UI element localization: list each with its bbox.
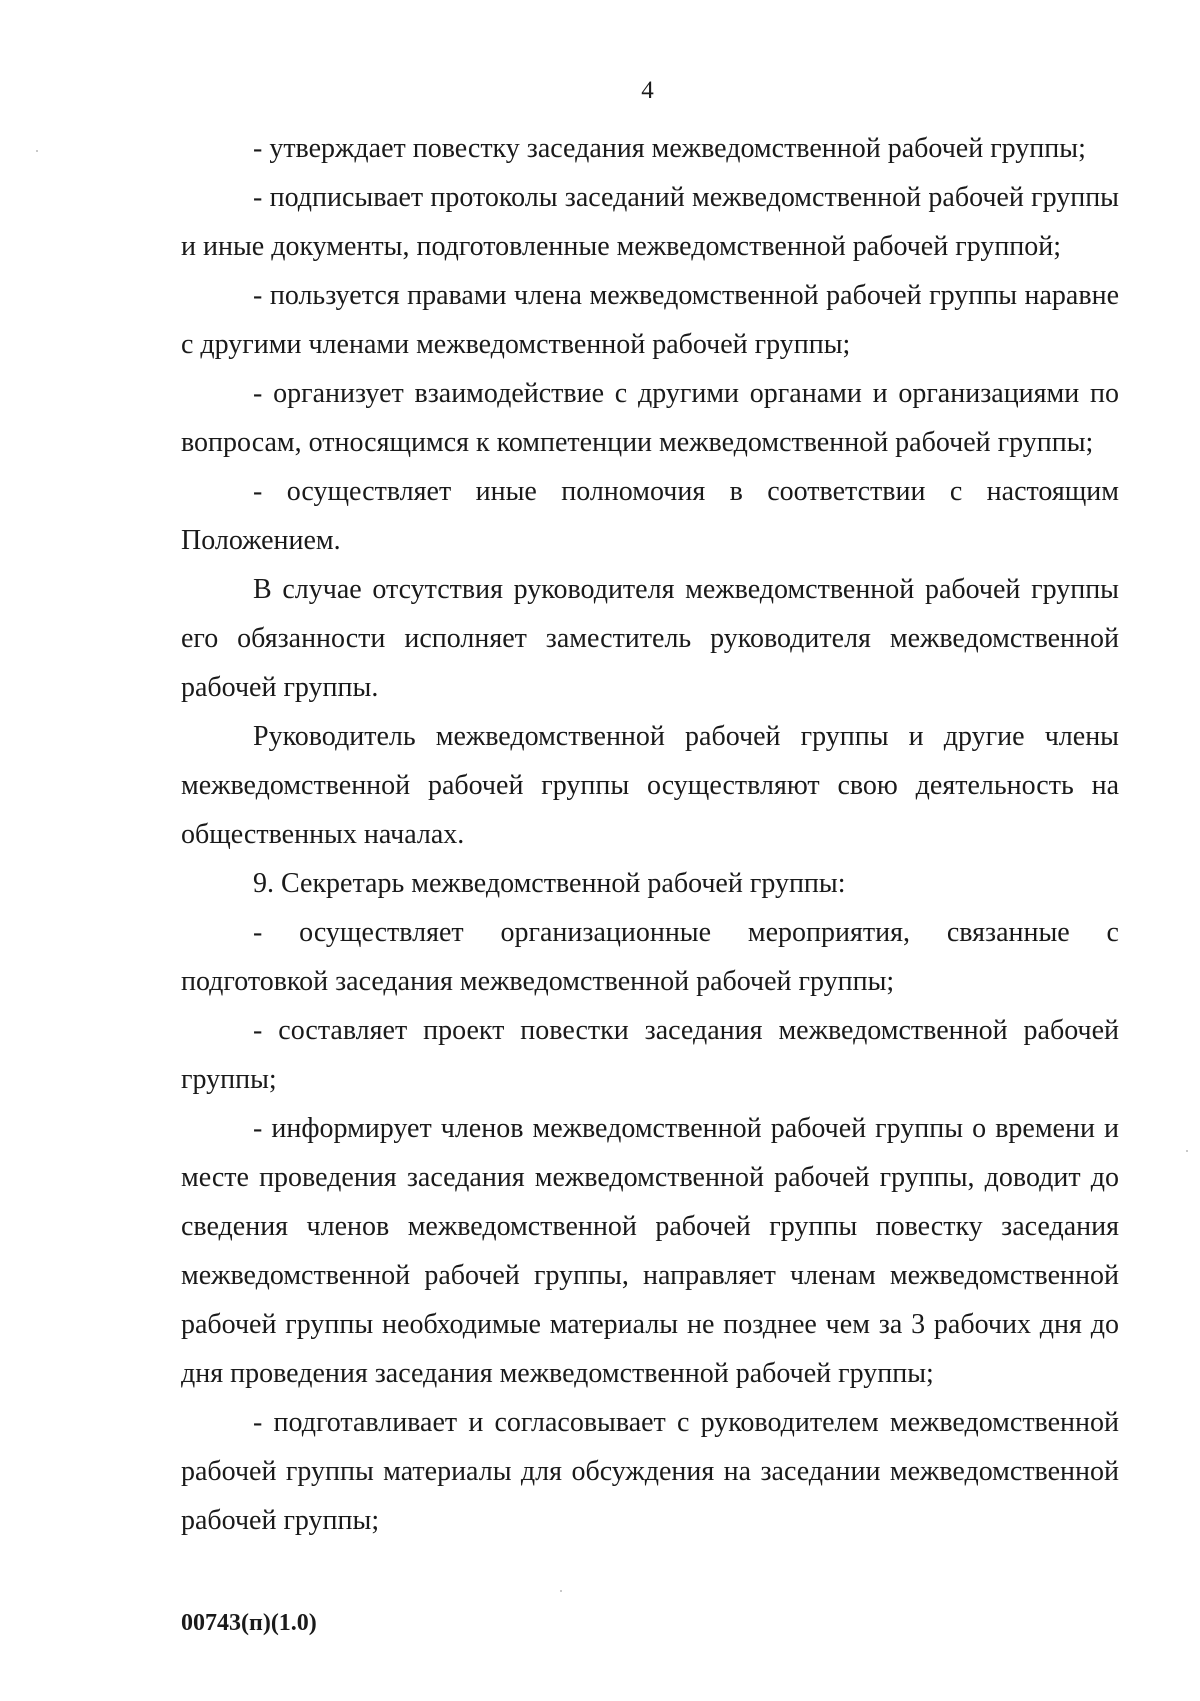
page-number: 4: [641, 77, 654, 104]
paragraph: - подписывает протоколы заседаний межведомственной рабочей группы и иные документы, подготовленные межведомственной рабочей группой;: [181, 182, 1119, 262]
scan-speck: [36, 150, 38, 152]
paragraph: В случае отсутствия руководителя межведомственной рабочей группы его обязанности исполняет заместитель руководителя межведомственной рабочей группы.: [181, 574, 1119, 703]
paragraph: Руководитель межведомственной рабочей группы и другие члены межведомственной рабочей группы осуществляют свою деятельность на общественных началах.: [181, 721, 1119, 850]
paragraph: - пользуется правами члена межведомственной рабочей группы наравне с другими членами межведомственной рабочей группы;: [181, 280, 1119, 360]
paragraph: - подготавливает и согласовывает с руководителем межведомственной рабочей группы материалы для обсуждения на заседании межведомственной рабочей группы;: [181, 1407, 1119, 1536]
paragraph: - информирует членов межведомственной рабочей группы о времени и месте проведения заседания межведомственной рабочей группы, доводит до сведения членов межведомственной рабочей группы повестку заседания межведомственной рабочей группы, направляет членам межведомственной рабочей группы необходимые материалы не позднее чем за 3 рабочих дня до дня проведения заседания межведомственной рабочей группы;: [181, 1113, 1119, 1389]
scan-speck: [560, 1590, 562, 1592]
paragraph: - составляет проект повестки заседания межведомственной рабочей группы;: [181, 1015, 1119, 1095]
document-code: 00743(п)(1.0): [181, 1610, 317, 1636]
scan-speck: [1186, 1150, 1188, 1152]
document-body: [181, 124, 1119, 1545]
section-heading: 9. Секретарь межведомственной рабочей группы:: [253, 868, 846, 899]
paragraph: - осуществляет организационные мероприятия, связанные с подготовкой заседания межведомственной рабочей группы;: [181, 917, 1119, 997]
paragraph: - осуществляет иные полномочия в соответствии с настоящим Положением.: [181, 476, 1119, 556]
paragraph: - организует взаимодействие с другими органами и организациями по вопросам, относящимся к компетенции межведомственной рабочей группы;: [181, 378, 1119, 458]
paragraph: - утверждает повестку заседания межведомственной рабочей группы;: [253, 133, 1086, 164]
